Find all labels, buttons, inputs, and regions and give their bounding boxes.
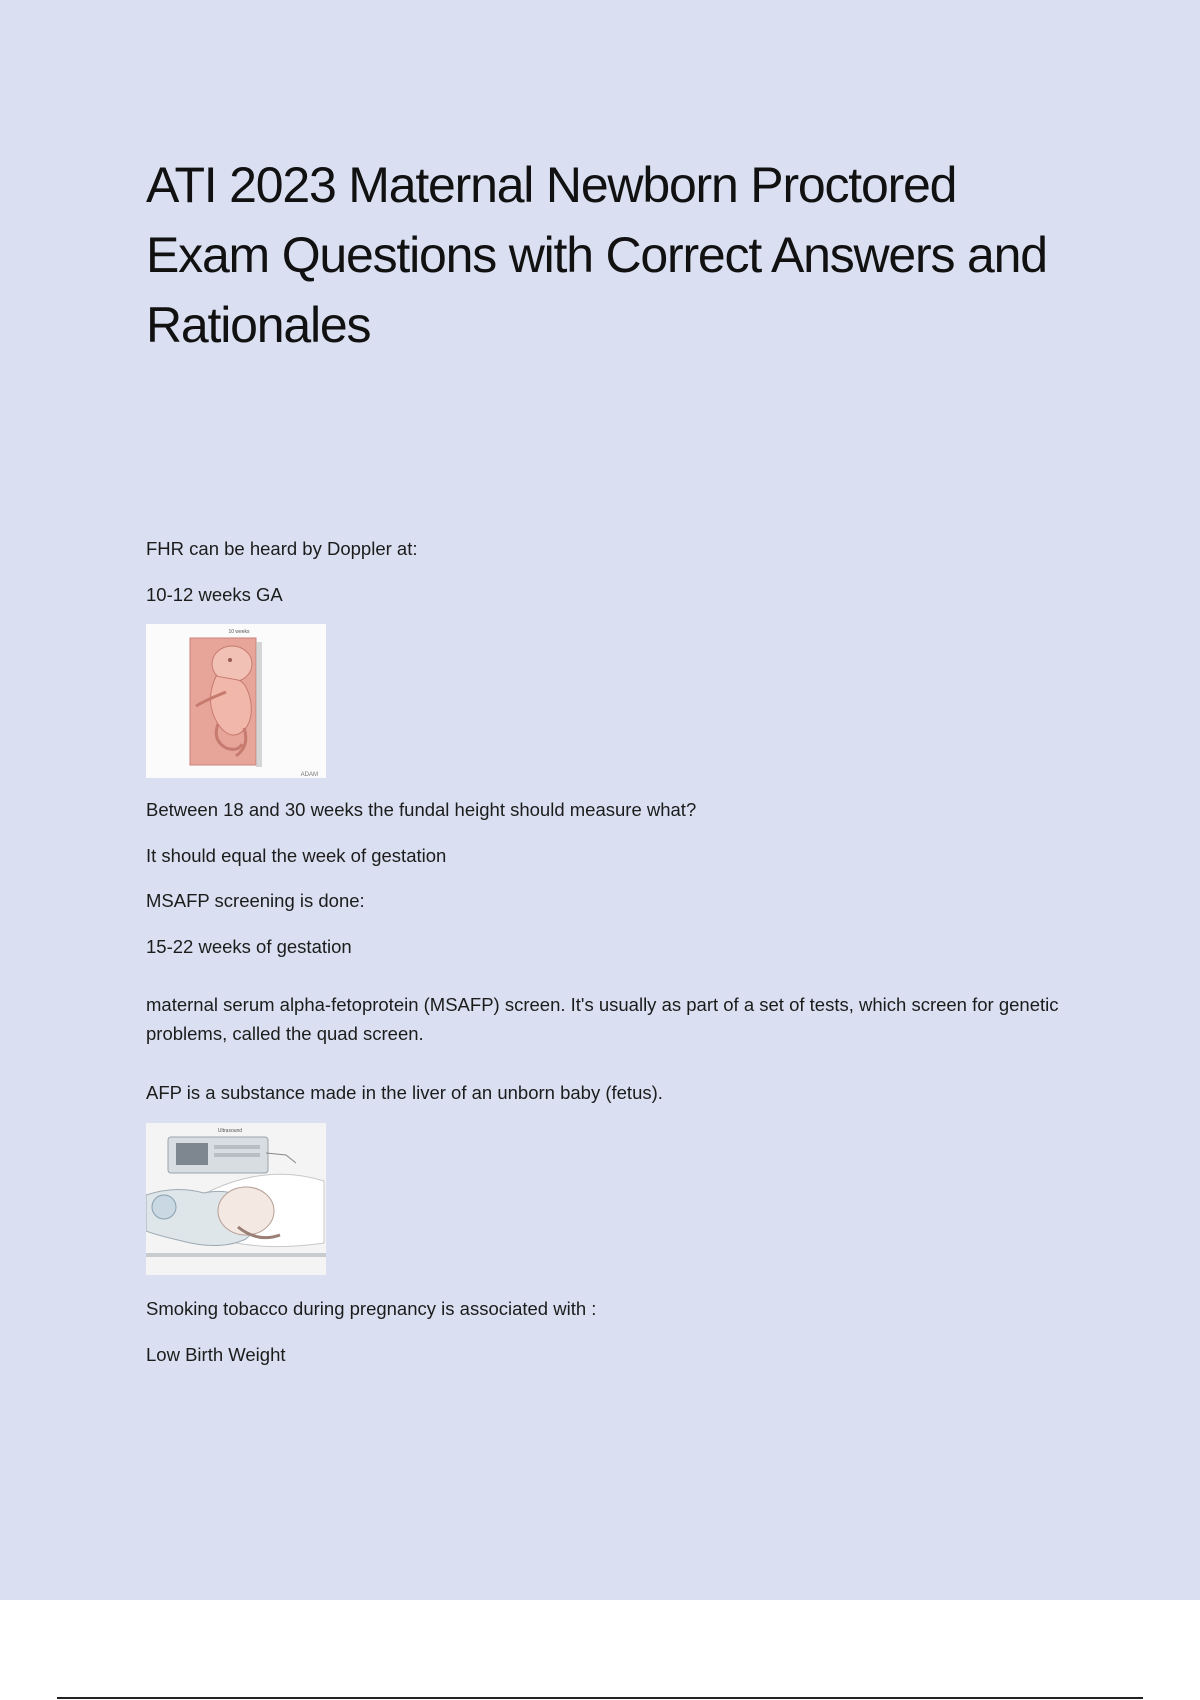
rationale-msafp-quad-screen: maternal serum alpha-fetoprotein (MSAFP) screen. It's usually as part of a set of tests, which screen for genetic problems, called the quad screen. xyxy=(146,994,1059,1044)
question-smoking: Smoking tobacco during pregnancy is associated with : xyxy=(146,1298,597,1319)
answer-msafp: 15-22 weeks of gestation xyxy=(146,936,352,957)
document-title: ATI 2023 Maternal Newborn Proctored Exam Questions with Correct Answers and Rationales xyxy=(146,157,1047,353)
fetus-illustration xyxy=(146,624,326,778)
fetus-credit-label: ADAM xyxy=(300,772,318,778)
footer-divider xyxy=(57,1697,1143,1699)
question-msafp: MSAFP screening is done: xyxy=(146,890,365,911)
question-fhr-doppler: FHR can be heard by Doppler at: xyxy=(146,538,418,559)
document-header xyxy=(146,150,1086,360)
fetus-caption-label: 10 weeks xyxy=(228,629,250,635)
ultrasound-drawing xyxy=(146,1123,326,1275)
question-fundal-height: Between 18 and 30 weeks the fundal height should measure what? xyxy=(146,799,697,820)
rationale-afp-definition: AFP is a substance made in the liver of an unborn baby (fetus). xyxy=(146,1082,663,1103)
answer-fundal-height: It should equal the week of gestation xyxy=(146,845,447,866)
ultrasound-illustration xyxy=(146,1123,326,1275)
answer-smoking: Low Birth Weight xyxy=(146,1344,286,1365)
ultrasound-caption-label: Ultrasound xyxy=(217,1128,243,1134)
answer-fhr-doppler: 10-12 weeks GA xyxy=(146,584,283,605)
fetus-drawing xyxy=(146,624,326,778)
